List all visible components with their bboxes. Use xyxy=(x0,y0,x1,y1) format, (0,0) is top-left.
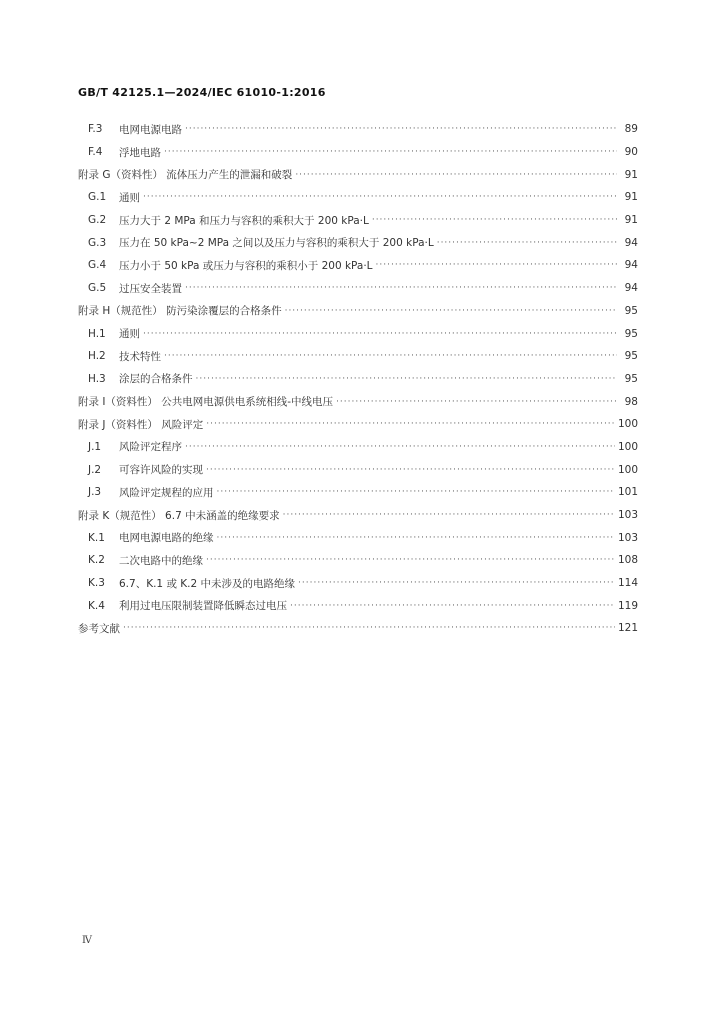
toc-entry-title: 电网电源电路的绝缘 xyxy=(119,532,214,545)
toc-entry-number: H.3 xyxy=(88,372,106,385)
toc-entry[interactable] xyxy=(78,526,638,549)
toc-entry-page: 91 xyxy=(624,168,638,181)
toc-entry-page: 121 xyxy=(617,622,638,635)
toc-entry-page: 100 xyxy=(617,463,638,476)
toc-dot-leader xyxy=(206,419,615,429)
toc-entry[interactable] xyxy=(78,254,638,277)
toc-entry-number: G.4 xyxy=(88,259,107,272)
toc-entry-page: 100 xyxy=(617,440,638,453)
toc-entry-page: 95 xyxy=(624,304,638,317)
toc-entry-title: 压力大于 2 MPa 和压力与容积的乘积大于 200 kPa·L xyxy=(119,214,369,227)
toc-entry[interactable] xyxy=(78,231,638,254)
toc-dot-leader xyxy=(185,124,617,134)
toc-entry-page: 91 xyxy=(624,214,638,227)
standard-code-header: GB/T 42125.1—2024/IEC 61010-1:2016 xyxy=(78,86,326,99)
toc-entry[interactable] xyxy=(78,436,638,459)
toc-entry-title: 技术特性 xyxy=(119,350,161,363)
toc-entry-page: 95 xyxy=(624,327,638,340)
toc-dot-leader xyxy=(283,510,615,520)
toc-entry[interactable] xyxy=(78,209,638,232)
toc-entry-number: K.3 xyxy=(88,577,105,590)
toc-entry-page: 108 xyxy=(617,554,638,567)
toc-entry-page: 90 xyxy=(624,146,638,159)
toc-dot-leader xyxy=(185,283,617,293)
toc-entry[interactable] xyxy=(78,572,638,595)
toc-dot-leader xyxy=(206,555,615,565)
toc-entry-page: 114 xyxy=(617,577,638,590)
toc-entry-title: 压力小于 50 kPa 或压力与容积的乘积小于 200 kPa·L xyxy=(119,259,373,272)
toc-entry-title: 通则 xyxy=(119,191,140,204)
toc-entry-number: H.1 xyxy=(88,327,106,340)
table-of-contents xyxy=(78,118,638,640)
toc-entry-number: H.2 xyxy=(88,350,106,363)
toc-entry-title: 利用过电压限制装置降低瞬态过电压 xyxy=(119,600,287,613)
toc-entry-title: 通则 xyxy=(119,328,140,341)
toc-entry[interactable] xyxy=(78,368,638,391)
toc-entry-title: 6.7、K.1 或 K.2 中未涉及的电路绝缘 xyxy=(119,577,296,590)
toc-entry-page: 95 xyxy=(624,372,638,385)
toc-entry[interactable] xyxy=(78,390,638,413)
toc-entry-page: 101 xyxy=(617,486,638,499)
toc-dot-leader xyxy=(336,397,617,407)
toc-entry-title: 二次电路中的绝缘 xyxy=(119,554,203,567)
toc-dot-leader xyxy=(376,260,617,270)
toc-dot-leader xyxy=(143,329,617,339)
toc-dot-leader xyxy=(143,192,617,202)
toc-dot-leader xyxy=(196,374,618,384)
toc-entry-page: 103 xyxy=(617,509,638,522)
toc-entry-title: 参考文献 xyxy=(78,622,120,635)
toc-entry-title: 附录 J（资料性） 风险评定 xyxy=(78,418,204,431)
toc-entry-title: 附录 H（规范性） 防污染涂覆层的合格条件 xyxy=(78,305,282,318)
toc-entry[interactable] xyxy=(78,481,638,504)
toc-entry[interactable] xyxy=(78,163,638,186)
toc-entry-number: F.3 xyxy=(88,123,103,136)
toc-entry-page: 94 xyxy=(624,259,638,272)
toc-entry-page: 95 xyxy=(624,350,638,363)
toc-entry-number: K.4 xyxy=(88,599,105,612)
toc-entry[interactable] xyxy=(78,186,638,209)
toc-entry-title: 附录 G（资料性） 流体压力产生的泄漏和破裂 xyxy=(78,169,293,182)
toc-entry-title: 过压安全装置 xyxy=(119,282,182,295)
toc-entry-number: J.2 xyxy=(88,463,102,476)
toc-dot-leader xyxy=(164,351,617,361)
toc-dot-leader xyxy=(290,601,615,611)
toc-dot-leader xyxy=(285,306,617,316)
toc-entry[interactable] xyxy=(78,322,638,345)
toc-entry-page: 103 xyxy=(617,531,638,544)
toc-entry-page: 100 xyxy=(617,418,638,431)
toc-entry-title: 风险评定规程的应用 xyxy=(119,486,214,499)
toc-entry-number: K.1 xyxy=(88,531,105,544)
toc-entry[interactable] xyxy=(78,141,638,164)
toc-entry[interactable] xyxy=(78,300,638,323)
toc-entry-title: 风险评定程序 xyxy=(119,441,182,454)
toc-entry-page: 89 xyxy=(624,123,638,136)
toc-entry-number: J.1 xyxy=(88,440,102,453)
toc-entry-number: G.2 xyxy=(88,214,107,227)
toc-entry[interactable] xyxy=(78,345,638,368)
toc-entry[interactable] xyxy=(78,504,638,527)
toc-dot-leader xyxy=(372,215,617,225)
toc-entry[interactable] xyxy=(78,413,638,436)
toc-dot-leader xyxy=(206,465,615,475)
toc-dot-leader xyxy=(217,487,615,497)
toc-dot-leader xyxy=(298,578,615,588)
toc-entry-page: 119 xyxy=(617,599,638,612)
toc-entry-page: 94 xyxy=(624,282,638,295)
toc-entry-title: 可容许风险的实现 xyxy=(119,464,203,477)
toc-entry-title: 浮地电路 xyxy=(119,146,161,159)
toc-entry-number: G.1 xyxy=(88,191,107,204)
toc-entry-title: 附录 I（资料性） 公共电网电源供电系统相线-中线电压 xyxy=(78,396,334,409)
toc-entry[interactable] xyxy=(78,277,638,300)
toc-entry[interactable] xyxy=(78,458,638,481)
toc-entry-title: 涂层的合格条件 xyxy=(119,373,193,386)
toc-dot-leader xyxy=(217,533,615,543)
toc-entry[interactable] xyxy=(78,617,638,640)
toc-entry[interactable] xyxy=(78,118,638,141)
toc-entry-number: G.5 xyxy=(88,282,107,295)
toc-entry-title: 压力在 50 kPa~2 MPa 之间以及压力与容积的乘积大于 200 kPa·L xyxy=(119,237,434,250)
toc-entry-number: F.4 xyxy=(88,146,103,159)
toc-dot-leader xyxy=(295,170,617,180)
toc-entry[interactable] xyxy=(78,549,638,572)
toc-entry-page: 98 xyxy=(624,395,638,408)
toc-dot-leader xyxy=(123,623,615,633)
toc-entry-number: K.2 xyxy=(88,554,105,567)
page-number: Ⅳ xyxy=(82,935,92,946)
toc-entry[interactable] xyxy=(78,594,638,617)
toc-entry-number: J.3 xyxy=(88,486,102,499)
toc-dot-leader xyxy=(164,147,617,157)
toc-dot-leader xyxy=(185,442,615,452)
toc-entry-page: 94 xyxy=(624,236,638,249)
toc-entry-title: 电网电源电路 xyxy=(119,123,182,136)
toc-entry-page: 91 xyxy=(624,191,638,204)
toc-dot-leader xyxy=(437,238,617,248)
toc-entry-number: G.3 xyxy=(88,236,107,249)
toc-entry-title: 附录 K（规范性） 6.7 中未涵盖的绝缘要求 xyxy=(78,509,280,522)
